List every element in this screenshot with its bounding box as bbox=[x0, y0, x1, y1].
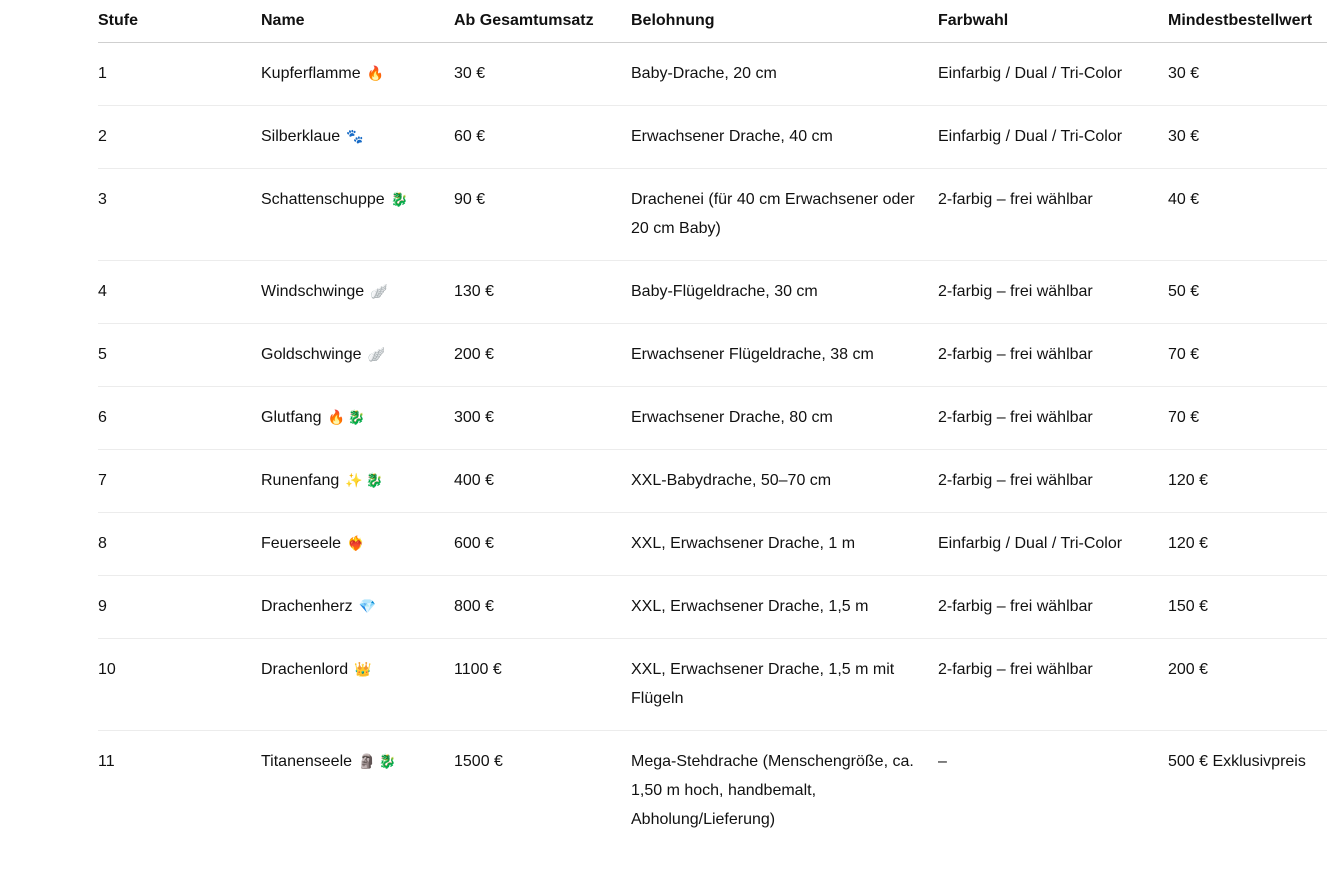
table-row bbox=[98, 261, 1327, 324]
cell-gesamtumsatz: 800 € bbox=[454, 576, 631, 639]
cell-mindestbestellwert: 200 € bbox=[1168, 639, 1327, 731]
heart-on-fire-icon: ❤️‍🔥 bbox=[347, 535, 365, 551]
cell-farbwahl: 2-farbig – frei wählbar bbox=[938, 387, 1168, 450]
cell-gesamtumsatz: 300 € bbox=[454, 387, 631, 450]
cell-belohnung: XXL, Erwachsener Drache, 1,5 m bbox=[631, 576, 938, 639]
cell-belohnung: Baby-Drache, 20 cm bbox=[631, 43, 938, 106]
cell-stufe: 1 bbox=[98, 43, 261, 106]
table-header bbox=[98, 0, 1327, 43]
gem-icon: 💎 bbox=[358, 598, 377, 614]
cell-gesamtumsatz: 1100 € bbox=[454, 639, 631, 731]
cell-mindestbestellwert: 30 € bbox=[1168, 43, 1327, 106]
cell-stufe: 5 bbox=[98, 324, 261, 387]
cell-farbwahl: 2-farbig – frei wählbar bbox=[938, 324, 1168, 387]
cell-stufe: 3 bbox=[98, 169, 261, 261]
cell-stufe: 8 bbox=[98, 513, 261, 576]
cell-belohnung: Erwachsener Flügeldrache, 38 cm bbox=[631, 324, 938, 387]
table-row bbox=[98, 731, 1327, 852]
cell-farbwahl: Einfarbig / Dual / Tri-Color bbox=[938, 106, 1168, 169]
tier-name: Titanenseele bbox=[261, 753, 353, 770]
cell-gesamtumsatz: 90 € bbox=[454, 169, 631, 261]
table-row bbox=[98, 387, 1327, 450]
tier-name: Runenfang bbox=[261, 472, 340, 489]
table-row bbox=[98, 576, 1327, 639]
cell-gesamtumsatz: 30 € bbox=[454, 43, 631, 106]
fire-icon: 🔥 bbox=[366, 65, 385, 81]
reward-tiers-table-container bbox=[98, 0, 1327, 851]
dragon-icon: 🐉 bbox=[365, 472, 384, 488]
column-header-gesamtumsatz: Ab Gesamtumsatz bbox=[454, 0, 631, 43]
cell-stufe: 7 bbox=[98, 450, 261, 513]
tier-name: Kupferflamme bbox=[261, 65, 361, 82]
cell-name bbox=[261, 106, 454, 169]
table-row bbox=[98, 43, 1327, 106]
cell-farbwahl: Einfarbig / Dual / Tri-Color bbox=[938, 513, 1168, 576]
cell-mindestbestellwert: 120 € bbox=[1168, 450, 1327, 513]
tier-name: Feuerseele bbox=[261, 535, 342, 552]
cell-gesamtumsatz: 60 € bbox=[454, 106, 631, 169]
column-header-belohnung: Belohnung bbox=[631, 0, 938, 43]
column-header-mindestbestellwert: Mindestbestellwert bbox=[1168, 0, 1327, 43]
tier-name: Goldschwinge bbox=[261, 346, 362, 363]
tier-name: Schattenschuppe bbox=[261, 191, 385, 208]
cell-mindestbestellwert: 120 € bbox=[1168, 513, 1327, 576]
cell-name bbox=[261, 169, 454, 261]
column-header-stufe: Stufe bbox=[98, 0, 261, 43]
cell-belohnung: Erwachsener Drache, 40 cm bbox=[631, 106, 938, 169]
cell-stufe: 4 bbox=[98, 261, 261, 324]
wing-icon: 🪽 bbox=[370, 283, 388, 299]
table-row bbox=[98, 513, 1327, 576]
cell-belohnung: Mega-Stehdrache (Menschengröße, ca. 1,50 m hoch, handbemalt, Abholung/Lieferung) bbox=[631, 753, 914, 828]
cell-stufe: 10 bbox=[98, 639, 261, 731]
cell-mindestbestellwert: 30 € bbox=[1168, 106, 1327, 169]
cell-gesamtumsatz: 200 € bbox=[454, 324, 631, 387]
cell-farbwahl: 2-farbig – frei wählbar bbox=[938, 169, 1168, 261]
cell-gesamtumsatz: 130 € bbox=[454, 261, 631, 324]
crown-icon: 👑 bbox=[354, 661, 372, 677]
cell-stufe: 11 bbox=[98, 753, 115, 770]
cell-belohnung: XXL-Babydrache, 50–70 cm bbox=[631, 450, 938, 513]
dragon-icon: 🐉 bbox=[378, 753, 396, 769]
cell-belohnung: XXL, Erwachsener Drache, 1 m bbox=[631, 513, 938, 576]
tier-name: Drachenlord bbox=[261, 661, 349, 678]
cell-farbwahl: 2-farbig – frei wählbar bbox=[938, 450, 1168, 513]
cell-belohnung: Baby-Flügeldrache, 30 cm bbox=[631, 261, 938, 324]
reward-tiers-table bbox=[98, 0, 1327, 851]
table-row bbox=[98, 169, 1327, 261]
cell-name bbox=[261, 513, 454, 576]
table-row bbox=[98, 639, 1327, 731]
cell-stufe: 9 bbox=[98, 576, 261, 639]
cell-belohnung: Erwachsener Drache, 80 cm bbox=[631, 387, 938, 450]
cell-mindestbestellwert: 500 € Exklusivpreis bbox=[1168, 753, 1306, 770]
cell-name bbox=[261, 576, 454, 639]
sparkles-icon: ✨ bbox=[345, 472, 363, 488]
cell-farbwahl: – bbox=[938, 753, 947, 770]
table-row bbox=[98, 324, 1327, 387]
cell-mindestbestellwert: 40 € bbox=[1168, 169, 1327, 261]
cell-mindestbestellwert: 70 € bbox=[1168, 324, 1327, 387]
cell-farbwahl: 2-farbig – frei wählbar bbox=[938, 639, 1168, 731]
cell-gesamtumsatz: 400 € bbox=[454, 450, 631, 513]
table-row bbox=[98, 106, 1327, 169]
cell-stufe: 2 bbox=[98, 106, 261, 169]
tier-name: Glutfang bbox=[261, 409, 322, 426]
cell-farbwahl: 2-farbig – frei wählbar bbox=[938, 576, 1168, 639]
cell-stufe: 6 bbox=[98, 387, 261, 450]
wing-icon: 🪽 bbox=[367, 346, 385, 362]
dragon-icon: 🐉 bbox=[390, 191, 409, 207]
cell-mindestbestellwert: 70 € bbox=[1168, 387, 1327, 450]
tier-name: Silberklaue bbox=[261, 128, 341, 145]
table-body bbox=[98, 43, 1327, 852]
moai-icon: 🗿 bbox=[358, 753, 376, 769]
cell-farbwahl: 2-farbig – frei wählbar bbox=[938, 261, 1168, 324]
cell-gesamtumsatz: 600 € bbox=[454, 513, 631, 576]
cell-mindestbestellwert: 150 € bbox=[1168, 576, 1327, 639]
dragon-icon: 🐉 bbox=[347, 409, 366, 425]
fire-icon: 🔥 bbox=[327, 409, 345, 425]
cell-name bbox=[261, 450, 454, 513]
cell-gesamtumsatz: 1500 € bbox=[454, 753, 503, 770]
cell-belohnung: Drachenei (für 40 cm Erwachsener oder 20 cm Baby) bbox=[631, 169, 938, 261]
cell-name bbox=[261, 731, 454, 852]
table-header-row bbox=[98, 0, 1327, 43]
cell-name bbox=[261, 387, 454, 450]
table-row bbox=[98, 450, 1327, 513]
cell-belohnung: XXL, Erwachsener Drache, 1,5 m mit Flügeln bbox=[631, 639, 938, 731]
paw-prints-icon: 🐾 bbox=[346, 128, 364, 144]
cell-name bbox=[261, 324, 454, 387]
tier-name: Drachenherz bbox=[261, 598, 353, 615]
cell-name bbox=[261, 639, 454, 731]
cell-mindestbestellwert: 50 € bbox=[1168, 261, 1327, 324]
column-header-farbwahl: Farbwahl bbox=[938, 0, 1168, 43]
cell-name bbox=[261, 261, 454, 324]
tier-name: Windschwinge bbox=[261, 283, 365, 300]
column-header-name: Name bbox=[261, 0, 454, 43]
cell-name bbox=[261, 43, 454, 106]
cell-farbwahl: Einfarbig / Dual / Tri-Color bbox=[938, 43, 1168, 106]
